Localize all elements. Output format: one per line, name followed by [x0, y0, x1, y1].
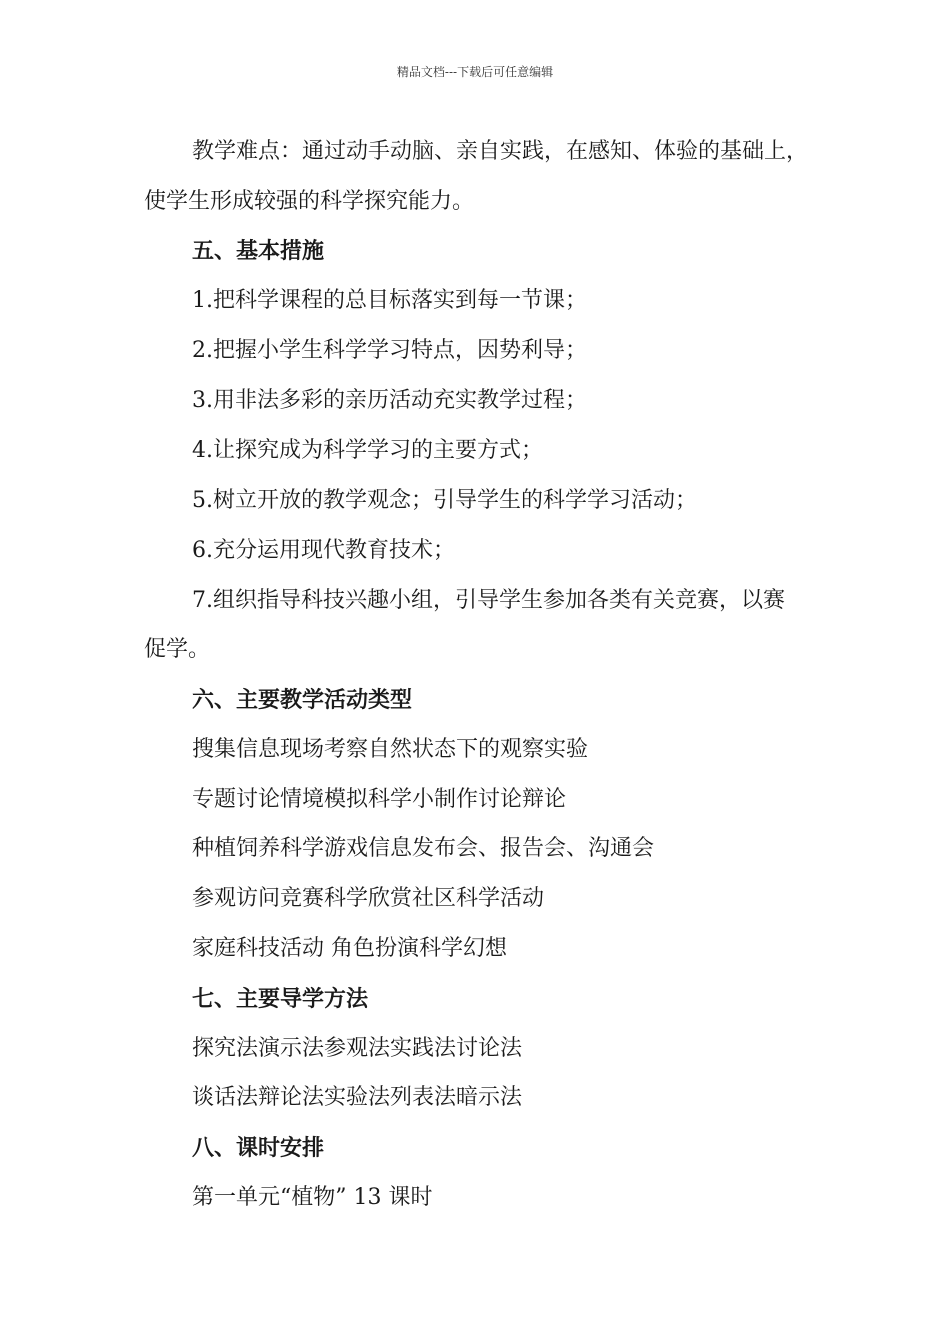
activity-line: 家庭科技活动 角色扮演科学幻想	[192, 936, 507, 961]
method-line: 谈话法辩论法实验法列表法暗示法	[192, 1085, 523, 1110]
paragraph-teaching-difficulty-cont: 使学生形成较强的科学探究能力。	[144, 189, 475, 214]
list-item: 4.让探究成为科学学习的主要方式；	[192, 438, 543, 463]
list-item: 7.组织指导科技兴趣小组，引导学生参加各类有关竞赛，以赛	[192, 588, 785, 613]
section-heading-7: 七、主要导学方法	[192, 986, 369, 1012]
list-item: 6.充分运用现代教育技术；	[192, 538, 455, 563]
activity-line: 搜集信息现场考察自然状态下的观察实验	[192, 737, 589, 762]
list-item: 2.把握小学生科学学习特点，因势利导；	[192, 338, 587, 363]
list-item: 5.树立开放的教学观念；引导学生的科学学习活动；	[192, 488, 697, 513]
paragraph-teaching-difficulty: 教学难点：通过动手动脑、亲自实践，在感知、体验的基础上，	[192, 139, 809, 164]
activity-line: 种植饲养科学游戏信息发布会、报告会、沟通会	[192, 836, 655, 861]
activity-line: 参观访问竞赛科学欣赏社区科学活动	[192, 886, 545, 911]
list-item: 1.把科学课程的总目标落实到每一节课；	[192, 288, 587, 313]
section-heading-5: 五、基本措施	[192, 238, 325, 264]
activity-line: 专题讨论情境模拟科学小制作讨论辩论	[192, 787, 567, 812]
list-item-cont: 促学。	[144, 637, 211, 662]
section-heading-6: 六、主要教学活动类型	[192, 687, 413, 713]
list-item: 3.用非法多彩的亲历活动充实教学过程；	[192, 388, 587, 413]
section-heading-8: 八、课时安排	[192, 1135, 325, 1161]
method-line: 探究法演示法参观法实践法讨论法	[192, 1036, 523, 1061]
schedule-line: 第一单元“植物” 13 课时	[192, 1185, 433, 1210]
page-header: 精品文档---下载后可任意编辑	[396, 65, 554, 79]
